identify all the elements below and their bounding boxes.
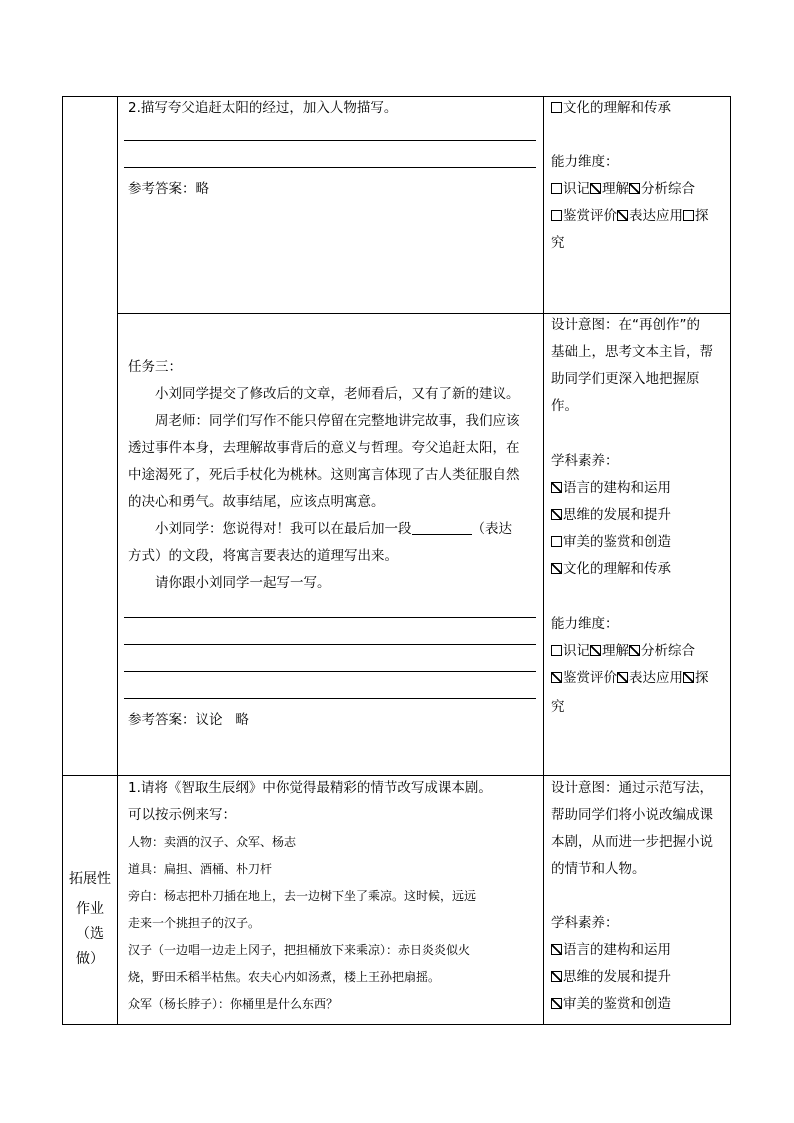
literacy-title: 学科素养： bbox=[551, 453, 619, 469]
task3-p3-text-end: （表达 bbox=[471, 521, 512, 537]
section-divider bbox=[62, 775, 731, 776]
task3-paragraph-2-line-4: 的决心和勇气。故事结尾，应该点明寓意。 bbox=[128, 494, 385, 510]
checkbox-icon[interactable] bbox=[683, 210, 694, 221]
literacy-title: 学科素养： bbox=[551, 915, 619, 931]
answer-line-4[interactable] bbox=[124, 644, 536, 645]
literacy-label: 文化的理解和传承 bbox=[563, 561, 671, 577]
task2-title: 2.描写夸父追赶太阳的经过，加入人物描写。 bbox=[128, 100, 398, 116]
table-right-border bbox=[730, 96, 731, 1025]
checked-checkbox-icon[interactable] bbox=[551, 971, 562, 982]
ability-label: 分析综合 bbox=[641, 643, 695, 659]
intent-line-3: 助同学们更深入地把握原 bbox=[551, 371, 700, 387]
literacy-label: 语言的建构和运用 bbox=[563, 942, 671, 958]
literacy-label: 思维的发展和提升 bbox=[563, 969, 671, 985]
table-left-border bbox=[62, 96, 63, 1025]
task2-answer: 参考答案：略 bbox=[128, 181, 209, 197]
checked-checkbox-icon[interactable] bbox=[590, 183, 601, 194]
checked-checkbox-icon[interactable] bbox=[551, 672, 562, 683]
task3-paragraph-4: 请你跟小刘同学一起写一写。 bbox=[155, 575, 331, 591]
task3-p3-text: 小刘同学：您说得对！我可以在最后加一段 bbox=[155, 521, 412, 537]
side-label-line-2: 作业 bbox=[76, 901, 104, 917]
ability-title: 能力维度： bbox=[551, 154, 619, 170]
checkbox-icon[interactable] bbox=[551, 102, 562, 113]
checked-checkbox-icon[interactable] bbox=[683, 672, 694, 683]
answer-line-3[interactable] bbox=[124, 617, 536, 618]
ability-label: 鉴赏评价 bbox=[563, 208, 617, 224]
ability-row-1 bbox=[551, 180, 695, 198]
literacy-label: 思维的发展和提升 bbox=[563, 507, 671, 523]
intent-line-4: 作。 bbox=[551, 398, 578, 414]
checkbox-icon[interactable] bbox=[551, 536, 562, 547]
example-characters: 人物：卖酒的汉子、众军、杨志 bbox=[128, 835, 297, 849]
answer-line-1[interactable] bbox=[124, 140, 536, 141]
culture-label: 文化的理解和传承 bbox=[563, 100, 671, 116]
extended-title: 1.请将《智取生辰纲》中你觉得最精彩的情节改写成课本剧。 bbox=[128, 780, 492, 796]
example-narration-line-2: 走来一个挑担子的汉子。 bbox=[128, 916, 261, 930]
ability-label: 表达应用 bbox=[629, 208, 683, 224]
intent-line-2: 基础上，思考文本主旨，帮 bbox=[551, 344, 713, 360]
literacy-item bbox=[551, 479, 671, 497]
ability-label: 分析综合 bbox=[641, 181, 695, 197]
checked-checkbox-icon[interactable] bbox=[629, 645, 640, 656]
task3-paragraph-3-line-2: 方式）的文段，将寓言要表达的道理写出来。 bbox=[128, 548, 398, 564]
literacy-item bbox=[551, 941, 671, 959]
example-dialogue-line-2: 烧，野田禾稻半枯焦。农夫心内如汤煮，楼上王孙把扇摇。 bbox=[128, 970, 441, 984]
checked-checkbox-icon[interactable] bbox=[551, 563, 562, 574]
col1-divider bbox=[117, 96, 118, 1025]
ability-label: 理解 bbox=[602, 643, 629, 659]
task3-paragraph-2-line-3: 中途渴死了，死后手杖化为桃林。这则寓言体现了古人类征服自然 bbox=[128, 467, 520, 483]
checked-checkbox-icon[interactable] bbox=[551, 998, 562, 1009]
row1-bottom-border bbox=[117, 313, 731, 314]
answer-line-6[interactable] bbox=[124, 698, 536, 699]
ability-row-2-continued: 究 bbox=[551, 699, 565, 715]
literacy-item bbox=[551, 560, 671, 578]
ability-row-2 bbox=[551, 669, 709, 687]
literacy-label: 语言的建构和运用 bbox=[563, 480, 671, 496]
example-narration-line-1: 旁白：杨志把朴刀插在地上，去一边树下坐了乘凉。这时候，远远 bbox=[128, 889, 477, 903]
side-label-line-4: 做） bbox=[76, 951, 104, 967]
ability-label: 识记 bbox=[563, 643, 590, 659]
ability-row-2 bbox=[551, 207, 709, 225]
checked-checkbox-icon[interactable] bbox=[617, 210, 628, 221]
intent-line-3: 本剧，从而进一步把握小说 bbox=[551, 834, 713, 850]
checked-checkbox-icon[interactable] bbox=[551, 509, 562, 520]
ability-label: 表达应用 bbox=[629, 670, 683, 686]
task3-answer: 参考答案：议论 略 bbox=[128, 712, 249, 728]
literacy-item bbox=[551, 968, 671, 986]
ability-label: 识记 bbox=[563, 181, 590, 197]
ability-row-2-continued: 究 bbox=[551, 235, 565, 251]
intent-line-2: 帮助同学们将小说改编成课 bbox=[551, 807, 713, 823]
intent-line-1: 设计意图：通过示范写法， bbox=[551, 780, 713, 796]
checked-checkbox-icon[interactable] bbox=[551, 482, 562, 493]
checked-checkbox-icon[interactable] bbox=[551, 944, 562, 955]
intent-line-4: 的情节和人物。 bbox=[551, 861, 646, 877]
side-label-line-1: 拓展性 bbox=[69, 871, 111, 887]
task3-paragraph-3-line-1 bbox=[155, 520, 512, 538]
example-dialogue-line-3: 众军（杨长脖子）：你桶里是什么东西？ bbox=[128, 997, 339, 1011]
ability-title: 能力维度： bbox=[551, 616, 619, 632]
ability-row-1 bbox=[551, 642, 695, 660]
checked-checkbox-icon[interactable] bbox=[629, 183, 640, 194]
task3-paragraph-2-line-2: 透过事件本身，去理解故事背后的意义与哲理。夸父追赶太阳，在 bbox=[128, 440, 520, 456]
checkbox-icon[interactable] bbox=[551, 183, 562, 194]
table-bottom-border bbox=[62, 1024, 731, 1025]
table-top-border bbox=[62, 96, 731, 97]
literacy-item bbox=[551, 533, 671, 551]
example-dialogue-line-1: 汉子（一边唱一边走上冈子，把担桶放下来乘凉）：赤日炎炎似火 bbox=[128, 943, 471, 957]
checked-checkbox-icon[interactable] bbox=[590, 645, 601, 656]
checked-checkbox-icon[interactable] bbox=[617, 672, 628, 683]
fill-blank[interactable] bbox=[412, 521, 472, 535]
checkbox-icon[interactable] bbox=[551, 210, 562, 221]
example-props: 道具：扁担、酒桶、朴刀杆 bbox=[128, 862, 273, 876]
ability-label: 理解 bbox=[602, 181, 629, 197]
side-label-line-3: （选 bbox=[76, 926, 104, 942]
intent-line-1: 设计意图：在“再创作”的 bbox=[551, 317, 700, 333]
task3-paragraph-1: 小刘同学提交了修改后的文章，老师看后，又有了新的建议。 bbox=[155, 386, 520, 402]
answer-line-5[interactable] bbox=[124, 671, 536, 672]
culture-option bbox=[551, 99, 671, 117]
task3-heading: 任务三： bbox=[128, 359, 182, 375]
ability-label: 鉴赏评价 bbox=[563, 670, 617, 686]
ability-label: 探 bbox=[695, 208, 709, 224]
answer-line-2[interactable] bbox=[124, 167, 536, 168]
task3-paragraph-2-line-1: 周老师：同学们写作不能只停留在完整地讲完故事，我们应该 bbox=[155, 413, 520, 429]
literacy-item bbox=[551, 506, 671, 524]
checkbox-icon[interactable] bbox=[551, 645, 562, 656]
literacy-label: 审美的鉴赏和创造 bbox=[563, 534, 671, 550]
ability-label: 探 bbox=[695, 670, 709, 686]
col2-divider bbox=[543, 96, 544, 1025]
extended-hint: 可以按示例来写： bbox=[128, 807, 236, 823]
literacy-item bbox=[551, 995, 671, 1013]
literacy-label: 审美的鉴赏和创造 bbox=[563, 996, 671, 1012]
